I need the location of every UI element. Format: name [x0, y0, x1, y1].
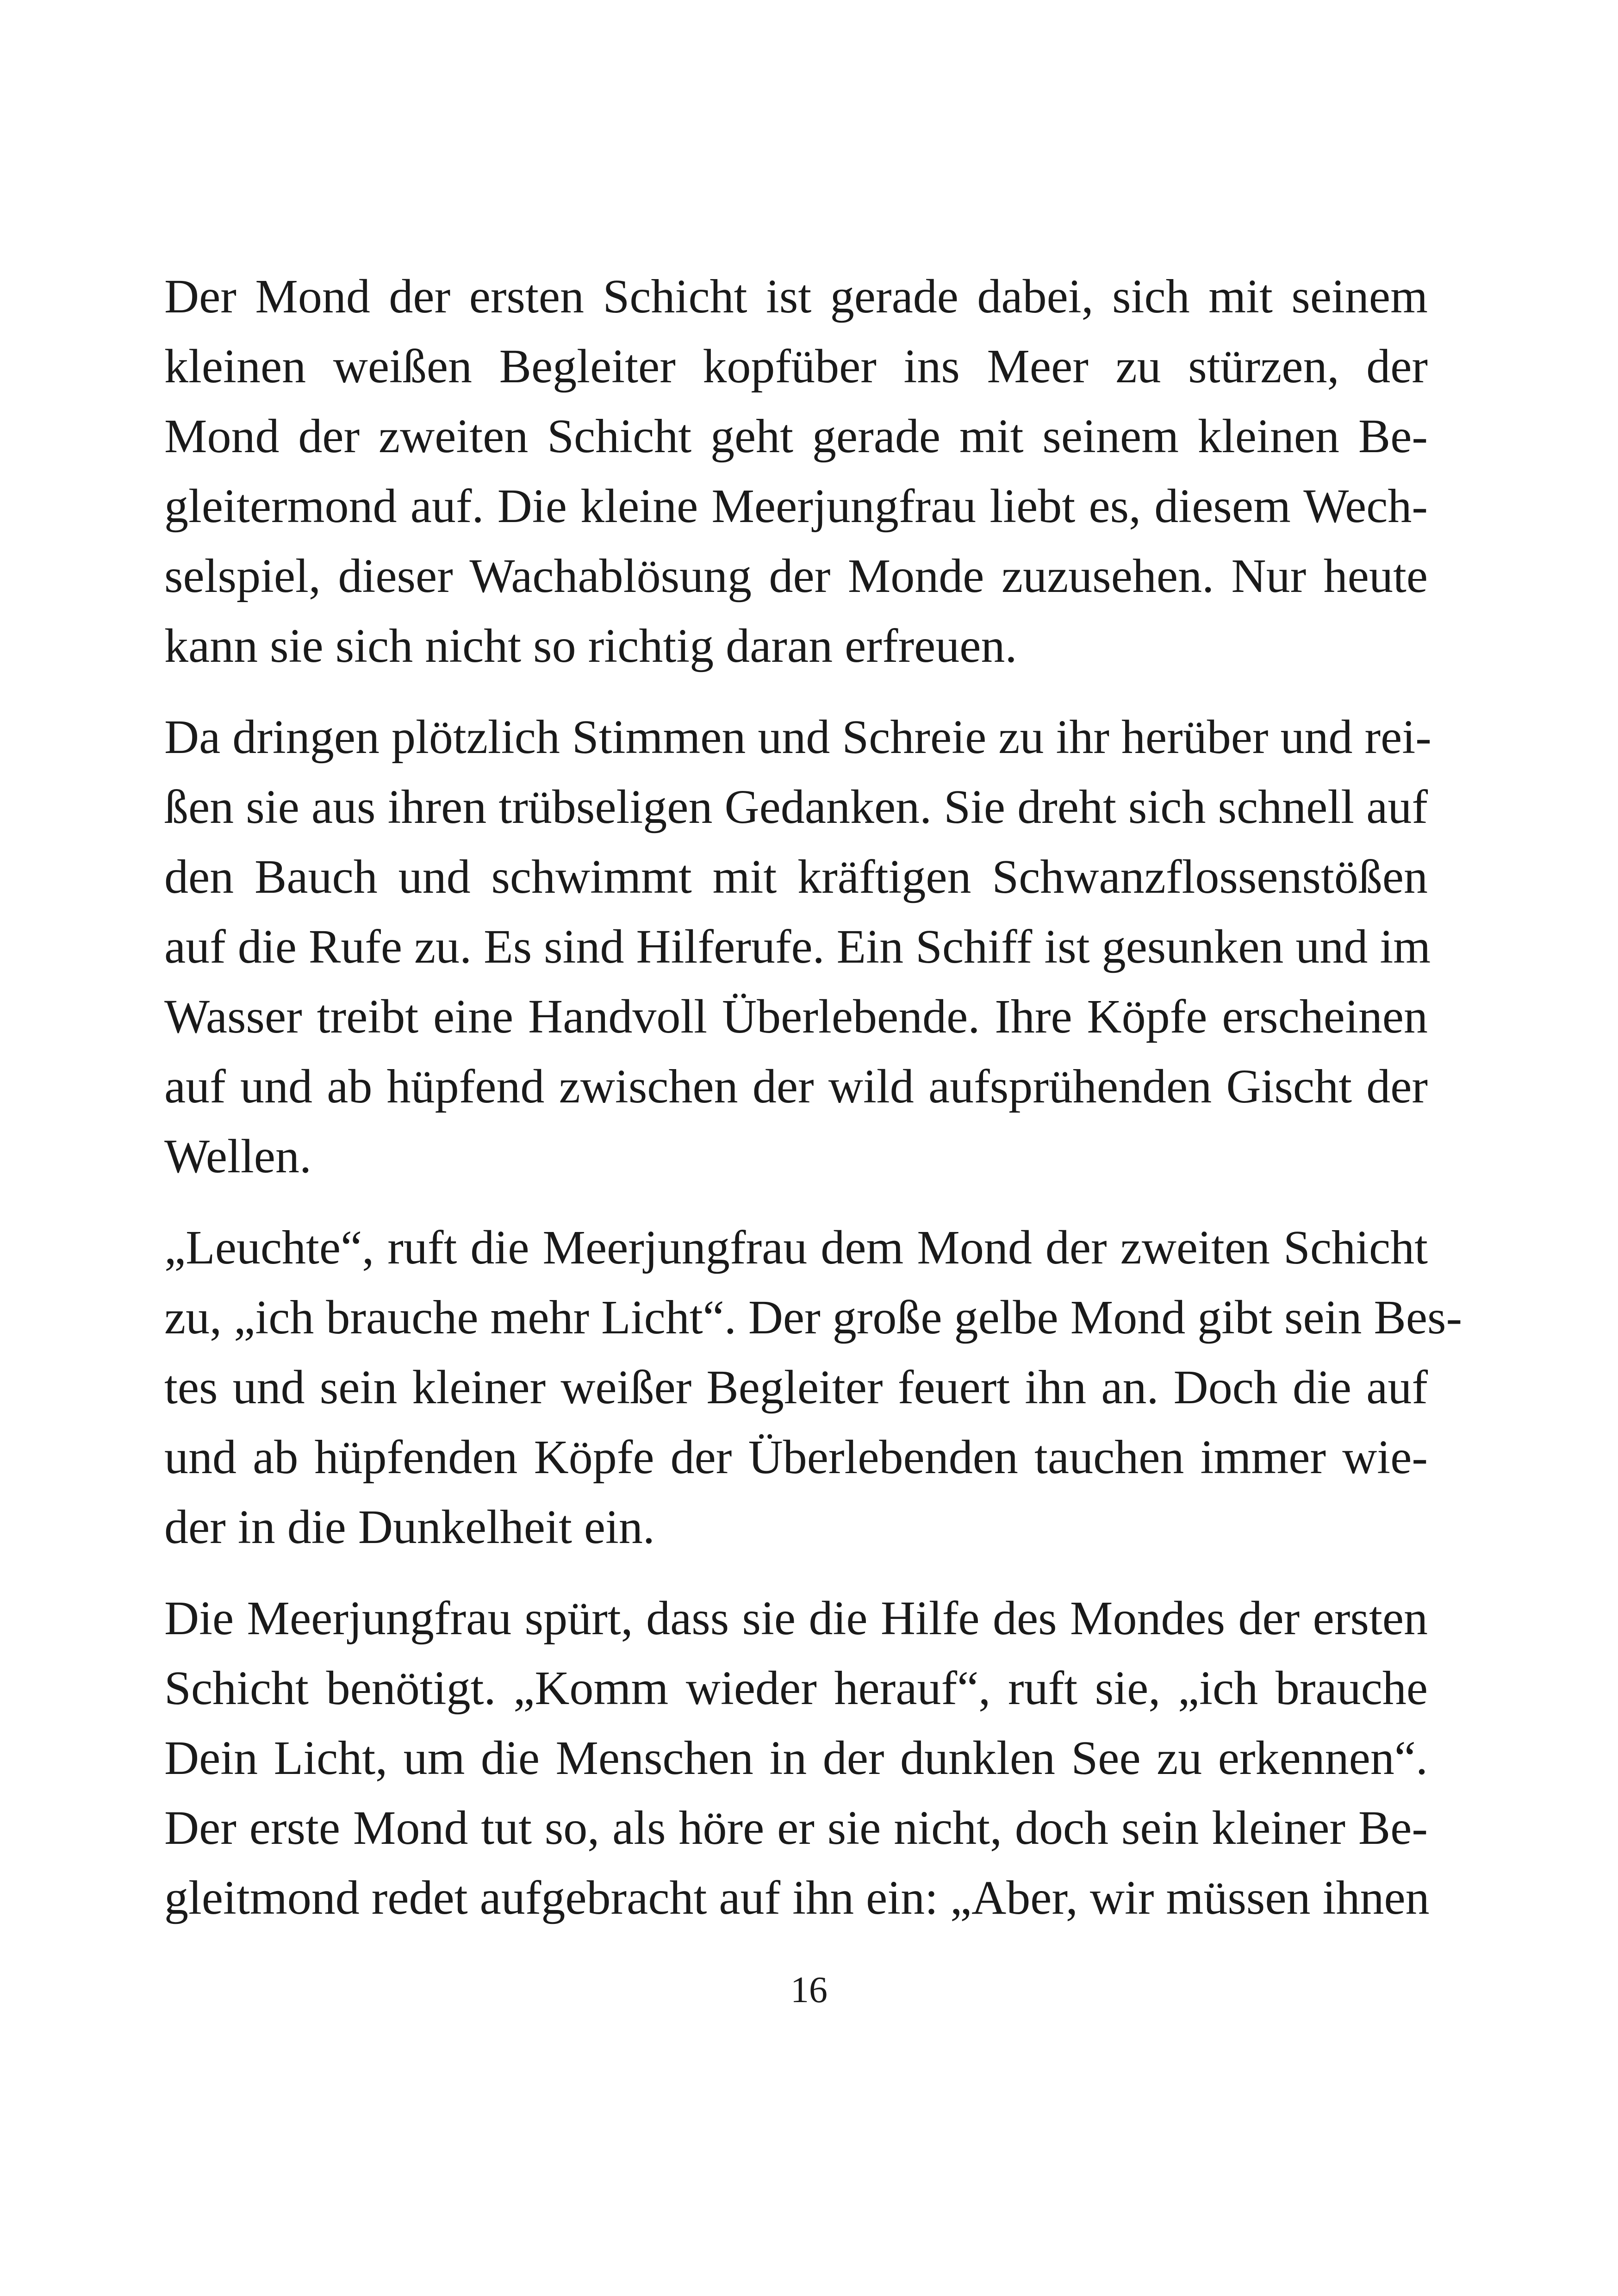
body-text	[164, 261, 1462, 1954]
paragraph-3	[164, 1213, 1462, 1562]
text-line: gleitermond auf. Die kleine Meerjungfrau liebt es, diesem Wech-	[164, 479, 1428, 533]
text-line: selspiel, dieser Wachablösung der Monde zuzusehen. Nur heute	[164, 549, 1428, 603]
paragraph-4	[164, 1583, 1428, 1933]
text-line: „Leuchte“, ruft die Meerjungfrau dem Mond der zweiten Schicht	[164, 1221, 1428, 1274]
text-line: Der erste Mond tut so, als höre er sie nicht, doch sein kleiner Be-	[164, 1801, 1428, 1854]
text-line: Dein Licht, um die Menschen in der dunklen See zu erkennen“.	[164, 1731, 1428, 1785]
paragraph-2	[164, 702, 1431, 1191]
text-line: der in die Dunkelheit ein.	[164, 1500, 655, 1554]
text-line: kleinen weißen Begleiter kopfüber ins Meer zu stürzen, der	[164, 340, 1428, 393]
text-line: tes und sein kleiner weißer Begleiter feuert ihn an. Doch die auf	[164, 1361, 1428, 1414]
text-line: und ab hüpfenden Köpfe der Überlebenden tauchen immer wie-	[164, 1431, 1428, 1484]
text-line: Schicht benötigt. „Komm wieder herauf“, ruft sie, „ich brauche	[164, 1661, 1428, 1715]
text-line: Wasser treibt eine Handvoll Überlebende. Ihre Köpfe erscheinen	[164, 990, 1428, 1043]
text-line: auf die Rufe zu. Es sind Hilferufe. Ein Schiff ist gesunken und im	[164, 920, 1431, 973]
text-line: Der Mond der ersten Schicht ist gerade dabei, sich mit seinem	[164, 270, 1428, 323]
paragraph-1	[164, 261, 1428, 681]
text-line: gleitmond redet aufgebracht auf ihn ein: „Aber, wir müssen ihnen	[164, 1871, 1430, 1924]
text-line: Mond der zweiten Schicht geht gerade mit seinem kleinen Be-	[164, 410, 1428, 463]
text-line: Wellen.	[164, 1130, 311, 1183]
text-line: Die Meerjungfrau spürt, dass sie die Hilfe des Mondes der ersten	[164, 1592, 1428, 1645]
text-line: zu, „ich brauche mehr Licht“. Der große gelbe Mond gibt sein Bes-	[164, 1291, 1462, 1344]
text-line: auf und ab hüpfend zwischen der wild aufsprühenden Gischt der	[164, 1060, 1428, 1113]
text-line: Da dringen plötzlich Stimmen und Schreie zu ihr herüber und rei-	[164, 710, 1431, 764]
text-line: ßen sie aus ihren trübseligen Gedanken. Sie dreht sich schnell auf	[164, 780, 1428, 834]
text-line: kann sie sich nicht so richtig daran erfreuen.	[164, 619, 1017, 672]
page-number: 16	[790, 1970, 828, 2010]
text-line: den Bauch und schwimmt mit kräftigen Schwanzflossenstößen	[164, 850, 1428, 903]
